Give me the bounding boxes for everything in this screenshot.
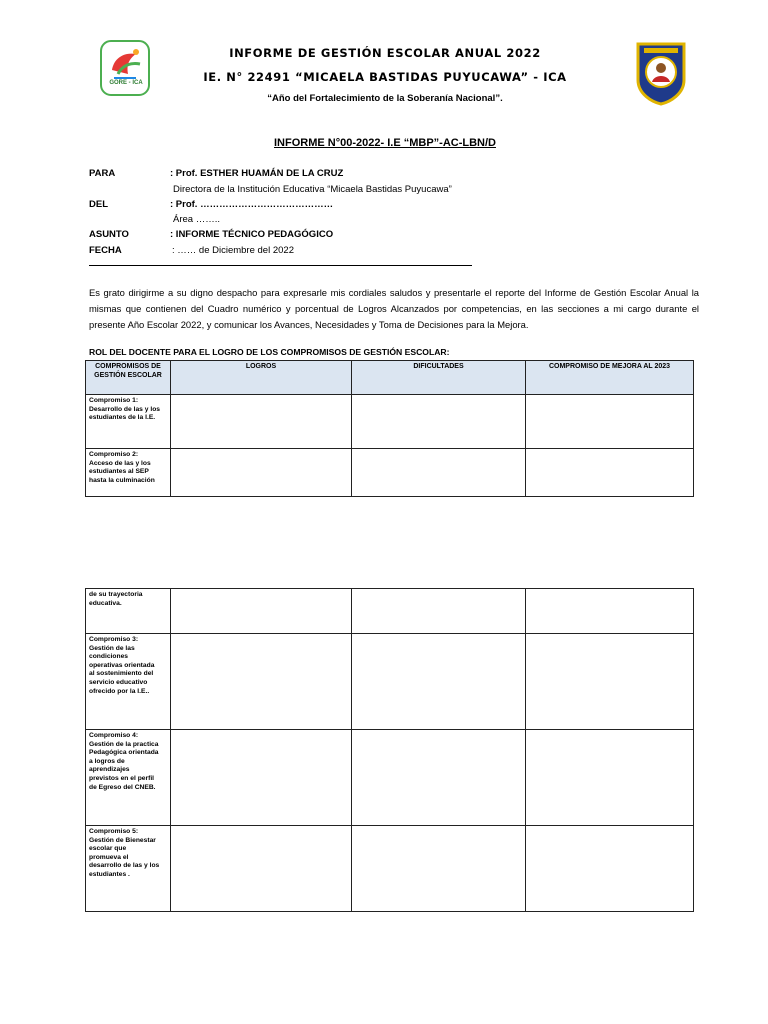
asunto-value: : INFORME TÉCNICO PEDAGÓGICO bbox=[170, 229, 334, 240]
compromisos-table-bottom bbox=[85, 588, 694, 912]
mejora-cell[interactable] bbox=[526, 589, 694, 634]
gore-ica-logo-text: GORE - ICA bbox=[109, 80, 143, 86]
del-area: Área …….. bbox=[173, 214, 220, 225]
dificultades-cell[interactable] bbox=[352, 730, 526, 826]
table-row bbox=[86, 589, 694, 634]
logros-cell[interactable] bbox=[171, 395, 352, 449]
para-subtitle: Directora de la Institución Educativa “Micaela Bastidas Puyucawa” bbox=[173, 184, 452, 195]
school-shield-logo bbox=[634, 40, 688, 106]
dificultades-cell[interactable] bbox=[352, 449, 526, 497]
table-row bbox=[86, 730, 694, 826]
body-paragraph: Es grato dirigirme a su digno despacho para expresarle mis cordiales saludos y presentarle el reporte del Informe de Gestión Escolar Anual la mismas que contienen del Cuadro numérico y porcentual de Logros Alcanzados por competencias, en las secciones a mi cargo durante el presente Año Escolar 2022, y comunicar los Avances, Necesidades y Toma de Decisiones para la Mejora. bbox=[89, 287, 699, 330]
report-title-line2: IE. N° 22491 “MICAELA BASTIDAS PUYUCAWA” - ICA bbox=[203, 70, 567, 84]
table-row bbox=[86, 634, 694, 730]
year-motto: “Año del Fortalecimiento de la Soberanía Nacional”. bbox=[267, 93, 503, 104]
para-value: : Prof. ESTHER HUAMÁN DE LA CRUZ bbox=[170, 168, 344, 179]
logros-cell[interactable] bbox=[171, 589, 352, 634]
memo-divider bbox=[89, 265, 472, 266]
table-row bbox=[86, 826, 694, 912]
table-row bbox=[86, 395, 694, 449]
compromiso-2-cell: Compromiso 2: Acceso de las y los estudiantes al SEP hasta la culminación bbox=[86, 449, 171, 497]
mejora-cell[interactable] bbox=[526, 449, 694, 497]
gore-ica-logo bbox=[100, 40, 150, 96]
table-row bbox=[86, 449, 694, 497]
report-title-line1: INFORME DE GESTIÓN ESCOLAR ANUAL 2022 bbox=[229, 46, 541, 60]
mejora-cell[interactable] bbox=[526, 826, 694, 912]
header-logros: LOGROS bbox=[171, 361, 352, 395]
compromiso-3-cell: Compromiso 3: Gestión de las condiciones operativas orientada al sostenimiento del servicio educativo ofrecido por la I.E.. bbox=[86, 634, 171, 730]
table-header-row bbox=[86, 361, 694, 395]
mejora-cell[interactable] bbox=[526, 730, 694, 826]
dificultades-cell[interactable] bbox=[352, 826, 526, 912]
dificultades-cell[interactable] bbox=[352, 634, 526, 730]
compromisos-table-top bbox=[85, 360, 694, 497]
header-compromisos: COMPROMISOS DE GESTIÓN ESCOLAR bbox=[86, 361, 171, 395]
fecha-label: FECHA bbox=[89, 245, 122, 256]
logros-cell[interactable] bbox=[171, 449, 352, 497]
mejora-cell[interactable] bbox=[526, 395, 694, 449]
para-label: PARA bbox=[89, 168, 116, 179]
dificultades-cell[interactable] bbox=[352, 589, 526, 634]
fecha-value: : …… de Diciembre del 2022 bbox=[172, 245, 294, 256]
header-dificultades: DIFICULTADES bbox=[352, 361, 526, 395]
rol-docente-title: ROL DEL DOCENTE PARA EL LOGRO DE LOS COMPROMISOS DE GESTIÓN ESCOLAR: bbox=[89, 347, 450, 357]
school-shield-text: MICAELA BASTIDAS PUYUCAWA bbox=[643, 47, 679, 49]
logros-cell[interactable] bbox=[171, 730, 352, 826]
logros-cell[interactable] bbox=[171, 826, 352, 912]
informe-number-title: INFORME N°00-2022- I.E “MBP”-AC-LBN/D bbox=[274, 137, 496, 149]
compromiso-5-cell: Compromiso 5: Gestión de Bienestar escolar que promueva el desarrollo de las y los estudiantes . bbox=[86, 826, 171, 912]
header-compromiso-mejora: COMPROMISO DE MEJORA AL 2023 bbox=[526, 361, 694, 395]
compromiso-1-cell: Compromiso 1: Desarrollo de las y los estudiantes de la I.E. bbox=[86, 395, 171, 449]
mejora-cell[interactable] bbox=[526, 634, 694, 730]
logros-cell[interactable] bbox=[171, 634, 352, 730]
del-label: DEL bbox=[89, 199, 108, 210]
del-value: : Prof. …………………………………… bbox=[170, 199, 334, 210]
asunto-label: ASUNTO bbox=[89, 229, 129, 240]
dificultades-cell[interactable] bbox=[352, 395, 526, 449]
compromiso-2-continuation-cell: de su trayectoria educativa. bbox=[86, 589, 171, 634]
gore-ica-logo-icon bbox=[100, 40, 150, 96]
compromiso-4-cell: Compromiso 4: Gestión de la practica Pedagógica orientada a logros de aprendizajes previstos en el perfil de Egreso del CNEB. bbox=[86, 730, 171, 826]
